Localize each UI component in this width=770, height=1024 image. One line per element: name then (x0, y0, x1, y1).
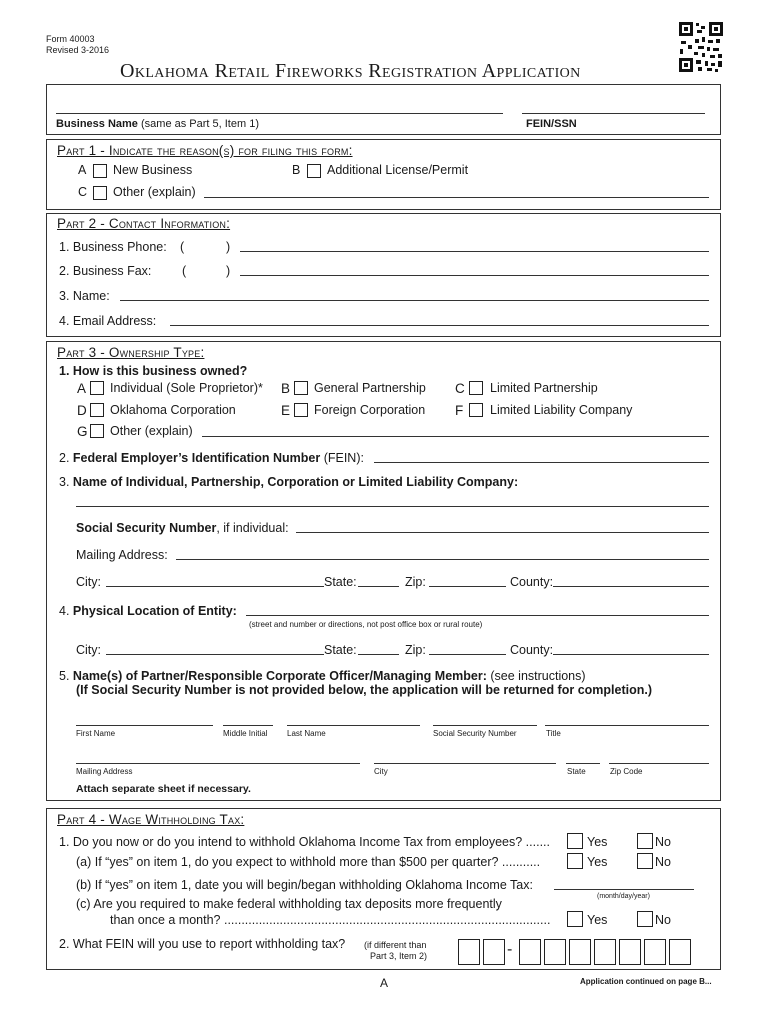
fein-digit-4[interactable] (544, 939, 566, 965)
physical-location-number: 4. (59, 604, 70, 618)
continued-note: Application continued on page B... (580, 977, 712, 986)
fax-paren-open: ( (182, 264, 187, 278)
fein-digit-5[interactable] (569, 939, 591, 965)
partner-city-label: City (374, 767, 388, 776)
partner-zip-label: Zip Code (610, 767, 643, 776)
business-name-label: Business Name (56, 118, 138, 130)
location-city-label: City: (76, 643, 101, 657)
fein-question-number: 2. (59, 451, 70, 465)
location-state-field[interactable] (358, 654, 399, 655)
fein-digit-1[interactable] (458, 939, 480, 965)
part3-title: Part 3 - Ownership Type: (57, 345, 205, 360)
entity-name-field[interactable] (76, 506, 709, 507)
physical-location-note: (street and number or directions, not post office box or rural route) (249, 620, 483, 629)
email-field[interactable] (170, 325, 709, 326)
fein-digit-2[interactable] (483, 939, 505, 965)
contact-name-field[interactable] (120, 300, 709, 301)
physical-location-text: Physical Location of Entity: (72, 604, 237, 618)
other-reason-label: Other (explain) (113, 185, 196, 199)
fein-digit-8[interactable] (644, 939, 666, 965)
option-letter-c: C (455, 381, 465, 396)
partner-question-bold: Name(s) of Partner/Responsible Corporate Officer/Managing Member: (72, 669, 487, 683)
other-ownership-label: Other (explain) (110, 424, 193, 438)
city-label: City: (76, 575, 101, 589)
partner-mailing-label: Mailing Address (76, 767, 133, 776)
option-letter-a: A (77, 381, 87, 396)
location-state-label: State: (324, 643, 357, 657)
new-business-label: New Business (113, 163, 193, 177)
partner-ssn-label: Social Security Number (433, 729, 517, 738)
limited-partnership-label: Limited Partnership (490, 381, 598, 395)
partner-question (59, 669, 586, 683)
over-500-no-checkbox[interactable] (637, 853, 653, 869)
phone-paren-open: ( (180, 240, 185, 254)
part4-title: Part 4 - Wage Withholding Tax: (57, 812, 245, 827)
new-business-checkbox[interactable] (93, 164, 107, 178)
entity-name-question (59, 475, 518, 489)
fein-digit-7[interactable] (619, 939, 641, 965)
ownership-question: 1. How is this business owned? (59, 364, 248, 378)
limited-partnership-checkbox[interactable] (469, 381, 483, 395)
mailing-address-field[interactable] (176, 559, 709, 560)
ssn-label (76, 521, 289, 535)
entity-name-text: Name of Individual, Partnership, Corporation or Limited Liability Company: (72, 475, 519, 489)
other-ownership-field[interactable] (202, 436, 709, 437)
fein-digit-9[interactable] (669, 939, 691, 965)
fein-ssn-label: FEIN/SSN (526, 118, 577, 130)
page-title: Oklahoma Retail Fireworks Registration Application (120, 60, 581, 82)
zip-label: Zip: (405, 575, 426, 589)
location-zip-field[interactable] (429, 654, 506, 655)
option-letter-g: G (77, 424, 88, 439)
other-ownership-checkbox[interactable] (90, 424, 104, 438)
part1-letter-b: B (292, 163, 301, 177)
llc-checkbox[interactable] (469, 403, 483, 417)
form-number: Form 40003 (46, 34, 95, 44)
location-city-field[interactable] (106, 654, 324, 655)
over-500-no-label: No (655, 855, 671, 869)
title-label: Title (546, 729, 561, 738)
city-field[interactable] (106, 586, 324, 587)
foreign-corporation-checkbox[interactable] (294, 403, 308, 417)
fein-field[interactable] (374, 462, 709, 463)
state-label: State: (324, 575, 357, 589)
partner-state-field[interactable] (566, 763, 600, 764)
option-letter-e: E (281, 403, 291, 418)
ssn-field[interactable] (296, 532, 709, 533)
partner-warning: (If Social Security Number is not provided below, the application will be returned for completion.) (76, 683, 652, 697)
location-county-field[interactable] (553, 654, 709, 655)
withholding-fein-note-2: Part 3, Item 2) (370, 951, 428, 961)
federal-deposit-yes-label: Yes (587, 913, 608, 927)
ssn-label-rest: , if individual: (216, 521, 289, 535)
part1-title: Part 1 - Indicate the reason(s) for filing this form: (57, 143, 353, 158)
fein-question-rest: (FEIN): (323, 451, 364, 465)
revision-date: Revised 3-2016 (46, 45, 110, 55)
federal-deposit-no-label: No (655, 913, 671, 927)
general-partnership-checkbox[interactable] (294, 381, 308, 395)
start-date-question: (b) If “yes” on item 1, date you will begin/began withholding Oklahoma Income Tax: (76, 878, 533, 892)
part1-letter-a: A (78, 163, 87, 177)
federal-deposit-question-2: than once a month? .............................................................................................. (110, 913, 551, 927)
partner-ssn-field[interactable] (433, 725, 537, 726)
business-fax-field[interactable] (240, 275, 709, 276)
withholding-fein-question: 2. What FEIN will you use to report withholding tax? (59, 937, 346, 951)
foreign-corporation-label: Foreign Corporation (314, 403, 426, 417)
withholding-fein-note-1: (if different than (364, 940, 427, 950)
physical-location-label (59, 604, 237, 618)
physical-location-field[interactable] (246, 615, 709, 616)
additional-license-checkbox[interactable] (307, 164, 321, 178)
federal-deposit-no-checkbox[interactable] (637, 911, 653, 927)
individual-label: Individual (Sole Proprietor)* (110, 381, 263, 395)
last-name-field[interactable] (287, 725, 420, 726)
llc-label: Limited Liability Company (490, 403, 633, 417)
fein-dash: - (507, 941, 513, 958)
start-date-field[interactable] (554, 889, 694, 890)
contact-name-label: 3. Name: (59, 289, 110, 303)
business-fax-label: 2. Business Fax: (59, 264, 152, 278)
qr-code-icon (678, 21, 724, 73)
location-county-label: County: (510, 643, 554, 657)
entity-name-number: 3. (59, 475, 70, 489)
ssn-label-bold: Social Security Number (76, 521, 217, 535)
title-field[interactable] (545, 725, 709, 726)
partner-state-label: State (567, 767, 586, 776)
withhold-question: 1. Do you now or do you intend to withhold Oklahoma Income Tax from employees? ....... (59, 835, 550, 849)
withhold-yes-checkbox[interactable] (567, 833, 583, 849)
first-name-label: First Name (76, 729, 116, 738)
location-zip-label: Zip: (405, 643, 426, 657)
partner-question-number: 5. (59, 669, 70, 683)
zip-field[interactable] (429, 586, 506, 587)
other-reason-checkbox[interactable] (93, 186, 107, 200)
part2-title: Part 2 - Contact Information: (57, 216, 231, 231)
page-letter: A (380, 976, 389, 990)
fax-paren-close: ) (226, 264, 231, 278)
start-date-format: (month/day/year) (597, 893, 650, 900)
withhold-no-label: No (655, 835, 671, 849)
fein-digit-3[interactable] (519, 939, 541, 965)
business-phone-field[interactable] (240, 251, 709, 252)
phone-paren-close: ) (226, 240, 231, 254)
first-name-field[interactable] (76, 725, 213, 726)
partner-zip-field[interactable] (609, 763, 709, 764)
additional-license-label: Additional License/Permit (327, 163, 469, 177)
oklahoma-corporation-label: Oklahoma Corporation (110, 403, 236, 417)
part1-letter-c: C (78, 185, 88, 199)
other-reason-field[interactable] (204, 197, 709, 198)
fein-digit-6[interactable] (594, 939, 616, 965)
option-letter-d: D (77, 403, 87, 418)
federal-deposit-yes-checkbox[interactable] (567, 911, 583, 927)
business-name-field[interactable] (56, 113, 503, 114)
over-500-yes-checkbox[interactable] (567, 853, 583, 869)
fein-question-bold: Federal Employer’s Identification Number (72, 451, 321, 465)
individual-checkbox[interactable] (90, 381, 104, 395)
federal-deposit-question-1: (c) Are you required to make federal withholding tax deposits more frequently (76, 897, 502, 911)
option-letter-b: B (281, 381, 291, 396)
partner-question-rest: (see instructions) (490, 669, 586, 683)
general-partnership-label: General Partnership (314, 381, 426, 395)
withhold-no-checkbox[interactable] (637, 833, 653, 849)
partner-mailing-field[interactable] (76, 763, 360, 764)
last-name-label: Last Name (287, 729, 326, 738)
business-phone-label: 1. Business Phone: (59, 240, 167, 254)
over-500-question: (a) If “yes” on item 1, do you expect to withhold more than $500 per quarter? ........... (76, 855, 541, 869)
business-name-note: (same as Part 5, Item 1) (141, 118, 259, 130)
email-label: 4. Email Address: (59, 314, 157, 328)
over-500-yes-label: Yes (587, 855, 608, 869)
county-field[interactable] (553, 586, 709, 587)
mailing-address-label: Mailing Address: (76, 548, 168, 562)
attach-sheet-note: Attach separate sheet if necessary. (76, 783, 251, 795)
fein-ssn-field[interactable] (522, 113, 705, 114)
county-label: County: (510, 575, 554, 589)
partner-city-field[interactable] (374, 763, 556, 764)
option-letter-f: F (455, 403, 464, 418)
fein-question (59, 451, 364, 465)
state-field[interactable] (358, 586, 399, 587)
withhold-yes-label: Yes (587, 835, 608, 849)
oklahoma-corporation-checkbox[interactable] (90, 403, 104, 417)
middle-initial-field[interactable] (223, 725, 273, 726)
middle-initial-label: Middle Initial (223, 729, 268, 738)
